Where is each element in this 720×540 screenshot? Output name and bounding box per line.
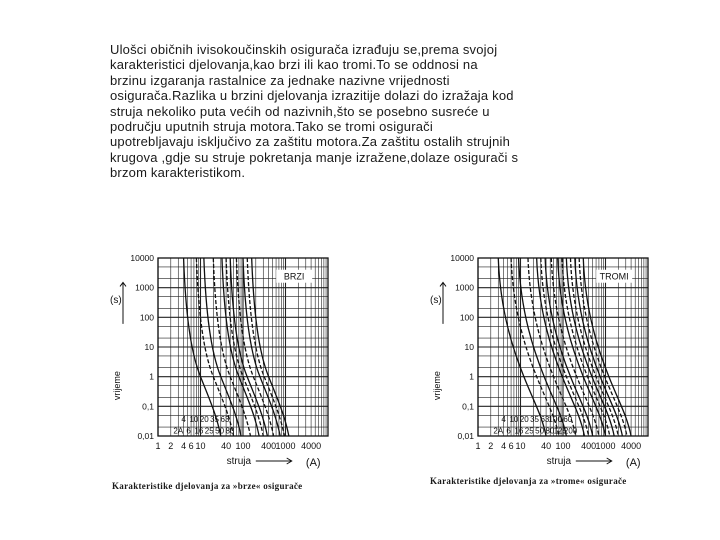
x-tick-label: 6 [188,441,194,451]
x-tick-label: 100 [555,441,571,451]
curve-value-label: 20 [519,414,529,424]
curve-value-label: 200 [563,426,578,436]
chart-tromi [420,250,670,480]
y-axis-unit: (s) [430,295,442,307]
paragraph-line: brzinu izgaranja rastalnice za jednake nazivne vrijednosti [110,72,450,88]
y-tick-label: 0,01 [137,431,154,441]
x-tick-label: 2 [488,441,494,451]
curve-value-label: 16 [514,426,524,436]
y-tick-label: 1000 [135,282,154,293]
curve-value-label: 63 [220,414,230,424]
curve-value-label: 50 [535,426,545,436]
y-tick-label: 10 [464,342,474,352]
curve-value-label: 63 [540,414,550,424]
curve-value-label: 35 [530,414,540,424]
x-tick-label: 100 [235,441,251,451]
x-axis-unit: (A) [305,457,321,469]
x-tick-label: 1 [475,441,481,451]
x-axis-unit: (A) [625,457,641,469]
body-paragraph [110,42,610,181]
x-tick-label: 1000 [595,441,616,451]
curve-value-label: 2A [173,426,184,436]
paragraph-line: krugova ,gdje su struje pokretanja manje izražene,dolaze osigurači s [110,149,519,165]
x-tick-label: 2 [168,441,174,451]
chart-brzi [100,250,350,480]
x-tick-label: 4 [501,441,507,451]
curve-value-label: 4 [501,414,506,424]
curve-value-label: 20 [199,414,209,424]
paragraph-line: brzom karakteristikom. [110,165,246,181]
paragraph-line: upotrebljavaju isključivo za zaštitu motora.Za zaštitu ostalih strujnih [110,134,511,150]
curve-value-label: 125 [553,426,567,436]
x-tick-label: 1000 [275,441,296,451]
x-tick-label: 400 [261,441,277,451]
y-tick-label: 10000 [450,253,474,263]
y-tick-label: 0,1 [142,401,154,412]
y-tick-label: 100 [139,312,154,323]
x-tick-label: 40 [221,441,232,451]
y-tick-label: 1000 [455,282,474,293]
x-axis-label: struja [546,456,572,467]
x-tick-label: 400 [581,441,597,451]
paragraph-line: osigurača.Razlika u brzini djelovanja izrazitije dolazi do izražaja kod [110,88,514,104]
y-tick-label: 100 [459,312,474,323]
x-tick-label: 4 [181,441,187,451]
chart-title: TROMI [599,271,629,282]
curve-value-label: 35 [210,414,220,424]
y-axis-label: vrijeme [112,371,122,401]
y-tick-label: 1 [149,371,154,382]
curve-value-label: 6 [506,426,511,436]
y-tick-label: 0,01 [457,431,474,441]
paragraph-line: karakteristici djelovanja,kao brzi ili kao tromi.To se oddnosi na [110,57,478,73]
x-tick-label: 10 [515,441,526,451]
paragraph-line: struja nekoliko puta većih od nazivnih,što se posebno susreće u [110,103,490,119]
x-axis-label: struja [226,456,252,467]
figure-caption-brzi: Karakteristike djelovanja za »brze« osigurače [112,481,303,491]
x-tick-label: 1 [155,441,161,451]
curve-value-label: 16 [194,426,204,436]
chart-title: BRZI [283,271,305,282]
paragraph-line: području uputnih struja motora.Tako se tromi osigurači [110,119,433,135]
y-axis-label: vrijeme [432,371,442,401]
curve-value-label: 50 [215,426,225,436]
x-tick-label: 40 [541,441,552,451]
x-tick-label: 6 [508,441,514,451]
curve-value-label: 80 [545,426,555,436]
curve-value-label: 160 [558,414,573,424]
y-axis-unit: (s) [110,295,122,307]
figure-brzi [100,250,350,480]
y-tick-label: 1 [469,371,474,382]
y-tick-label: 10000 [130,253,154,263]
x-tick-label: 4000 [301,441,322,451]
y-tick-label: 10 [144,342,154,352]
curve-value-label: 10 [509,414,519,424]
figure-caption-tromi: Karakteristike djelovanja za »trome« osigurače [430,476,627,486]
x-tick-label: 4000 [621,441,642,451]
curve-value-label: 4 [181,414,186,424]
x-tick-label: 10 [195,441,206,451]
curve-value-label: 2A [493,426,504,436]
curve-value-label: 25 [204,426,214,436]
figure-tromi [420,250,670,480]
y-tick-label: 0,1 [462,401,474,412]
paragraph-line: Ulošci običnih ivisokoučinskih osigurača izrađuju se,prema svojoj [110,42,498,57]
curve-value-label: 10 [189,414,199,424]
curve-value-label: 6 [186,426,191,436]
curve-value-label: 25 [524,426,534,436]
curve-value-label: 80 [225,426,235,436]
curve-value-label: 100 [548,414,562,424]
